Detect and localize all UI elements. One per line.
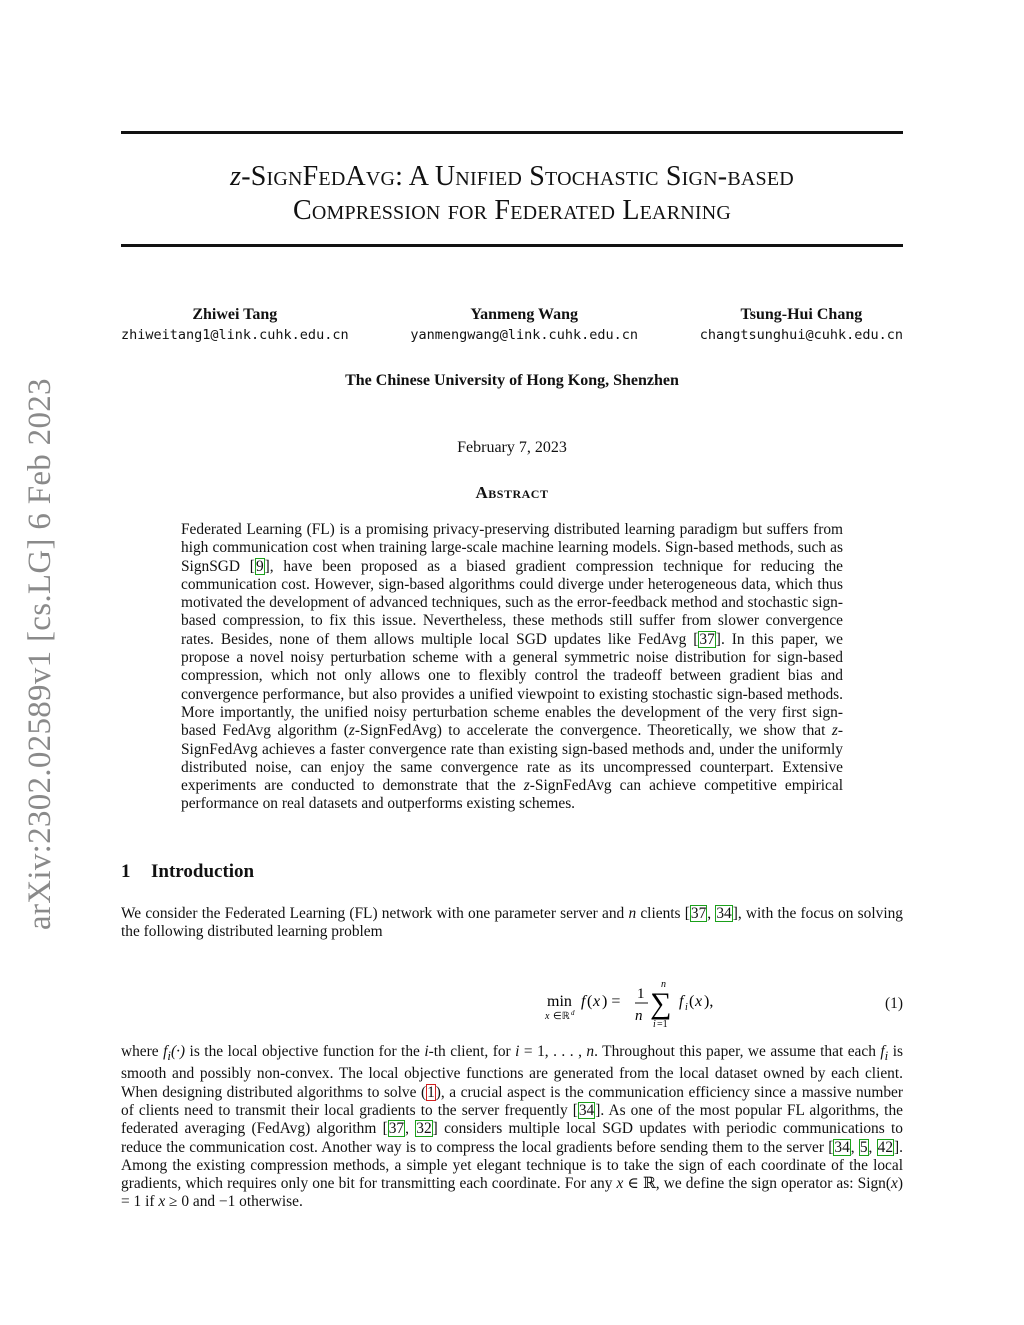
citation-link[interactable]: 34 xyxy=(578,1101,595,1119)
para-span: where xyxy=(121,1043,164,1060)
citation-link[interactable]: 5 xyxy=(859,1138,868,1156)
math-fi: $f_i$ xyxy=(880,1043,889,1064)
svg-text:i: i xyxy=(653,1019,656,1030)
math-fi-dot: $f_i(\cdot)$ xyxy=(163,1043,186,1064)
svg-text:f: f xyxy=(581,993,586,1010)
section-number: 1 xyxy=(121,861,131,882)
svg-text:1: 1 xyxy=(637,986,645,1002)
intro-paragraph-1 xyxy=(121,905,903,942)
svg-text:f: f xyxy=(679,993,684,1010)
math-z: z xyxy=(523,777,530,795)
para-span: ]. As one of the most popular FL algorithms, the federated averaging (FedAvg) algorithm [ xyxy=(121,1101,903,1138)
citation-link[interactable]: 34 xyxy=(834,1138,850,1156)
math-z: z xyxy=(831,722,838,740)
para-span: and −1 otherwise. xyxy=(189,1193,303,1211)
citation-link[interactable]: 9 xyxy=(255,557,264,575)
author-block xyxy=(410,305,638,345)
abstract-span: , have been proposed as a biased gradient compression technique for reducing the communication cost. However, sign-based algorithms could diverge under heterogeneous data, which thus motivated the development of advanced techniques, such as the error-feedback method and stochastic sign-based compression, to fix this issue. Nevertheless, these methods still suffer from slower convergence rates. Besides, none of them allows multiple local SGD updates like FedAvg xyxy=(181,557,843,648)
title-line-1-text: -SignFedAvg: A Unified Stochastic Sign-based xyxy=(241,161,794,192)
para-span: . Throughout this paper, we assume that each xyxy=(594,1043,881,1060)
author-name: Yanmeng Wang xyxy=(470,306,579,323)
section-title: Introduction xyxy=(151,861,255,882)
publication-date: February 7, 2023 xyxy=(457,439,567,456)
section-heading-introduction xyxy=(121,861,254,883)
svg-text:n: n xyxy=(635,1008,643,1024)
abstract-span: . In this paper, we propose a novel noisy perturbation scheme with a general symmetric noise distribution for sign-based compression, which not only allows one to flexibly control the tradeoff between gradient bias and convergence performance, but also provides a unified viewpoint to existing stochastic sign-based methods. More importantly, the unified noisy perturbation scheme enables the development of the very first sign-based FedAvg algorithm ( xyxy=(181,630,843,740)
svg-text:x: x xyxy=(545,1011,550,1022)
para-span: is the local objective function for the xyxy=(185,1043,425,1060)
author-email[interactable]: zhiweitang1@link.cuhk.edu.cn xyxy=(121,327,349,343)
math-z: z xyxy=(348,722,355,740)
title-line-1 xyxy=(121,160,903,194)
title-rule-top xyxy=(121,131,903,134)
svg-text:x: x xyxy=(593,993,601,1010)
author-block xyxy=(700,305,903,345)
svg-text:(: ( xyxy=(689,993,695,1010)
math-i: i xyxy=(424,1043,429,1060)
para-span: ) = 1 if xyxy=(121,1175,903,1211)
svg-text:i: i xyxy=(685,1002,688,1013)
paper-title xyxy=(121,160,903,228)
title-z: z xyxy=(230,161,242,192)
svg-text:),: ), xyxy=(704,993,714,1010)
para-span: is smooth and possibly non-convex. The local objective functions are generated from the local dataset owned by each client. When designing distributed algorithms to solve ( xyxy=(121,1043,903,1101)
affiliation: The Chinese University of Hong Kong, Shenzhen xyxy=(345,372,679,389)
para-span: ] considers multiple local SGD updates with periodic communications to reduce the communication cost. Another way is to compress the local gradients before sending them to the server [ xyxy=(121,1120,903,1156)
citation-link[interactable]: 42 xyxy=(877,1138,894,1156)
abstract-text: Federated Learning (FL) is a promising privacy-preserving distributed learning paradigm but suffers from high communication cost when training large-scale machine learning models. Sign-based methods, such as SignSGD [9], have been proposed as a biased gradient compression technique for reducing the communication cost. However, sign-based algorithms could diverge under heterogeneous data, which thus motivated the development of advanced techniques, such as the error-feedback method and stochastic sign-based compression, to fix this issue. Nevertheless, these methods still suffer from slower convergence rates. Besides, none of them allows multiple local SGD updates like FedAvg [37]. In this paper, we propose a novel noisy perturbation scheme with a general symmetric noise distribution for sign-based compression, which not only allows one to flexibly control the tradeoff between gradient bias and convergence performance, but also provides a unified viewpoint to existing stochastic sign-based methods. More importantly, the unified noisy perturbation scheme enables the development of the very first sign-based FedAvg algorithm (z-SignFedAvg) to accelerate the convergence. Theoretically, we show that z-SignFedAvg achieves a faster convergence rate than existing sign-based methods and, under the uniformly distributed noise, can enjoy the same convergence rate as its uncompressed counterpart. Extensive experiments are conducted to demonstrate that the z-SignFedAvg can achieve competitive empirical performance on real datasets and outperforms existing schemes. xyxy=(181,521,843,813)
citation-link[interactable]: 34 xyxy=(716,905,732,922)
author-list xyxy=(121,305,903,345)
para-span: We consider the Federated Learning (FL) network with one parameter server and xyxy=(121,905,629,922)
abstract-span: -SignFedAvg) to accelerate the convergence. Theoretically, we show that xyxy=(354,722,832,740)
para-span: ]. Among the existing compression methods, a simple yet elegant technique is to take the sign of each coordinate of the local gradients, which requires only one bit for transmitting each coordinate. For any xyxy=(121,1138,903,1193)
svg-text:∈ℝ: ∈ℝ xyxy=(553,1011,570,1022)
para-span: -th client, for xyxy=(428,1043,516,1060)
equation-number: (1) xyxy=(885,995,903,1012)
svg-text:min: min xyxy=(547,993,572,1010)
math-x: x xyxy=(891,1175,898,1193)
svg-text:) =: ) = xyxy=(602,993,621,1010)
arxiv-stamp: arXiv:2302.02589v1 [cs.LG] 6 Feb 2023 xyxy=(22,378,58,930)
math-n: n xyxy=(628,905,637,922)
citation-link[interactable]: 37 xyxy=(690,905,707,922)
citation-link[interactable]: 37 xyxy=(388,1120,405,1138)
para-span: clients [ xyxy=(636,905,690,922)
abstract-span: -SignFedAvg can achieve competitive empirical performance on real datasets and outperforms existing schemes. xyxy=(181,777,843,813)
abstract-span: Federated Learning (FL) is a promising privacy-preserving distributed learning paradigm but suffers from high communication cost when training large-scale machine learning models. Sign-based methods, such as SignSGD xyxy=(181,521,843,575)
svg-text:∑: ∑ xyxy=(650,987,672,1020)
math-i-range: i = 1, . . . , n xyxy=(515,1043,595,1060)
abstract-heading: Abstract xyxy=(475,483,549,502)
svg-text:n: n xyxy=(661,979,666,990)
svg-text:x: x xyxy=(695,993,703,1010)
author-block xyxy=(121,305,349,345)
para-span: ], with the focus on solving the following distributed learning problem xyxy=(121,905,903,941)
citation-link[interactable]: 37 xyxy=(699,630,715,648)
math-x-in-r: x ∈ ℝ xyxy=(616,1175,656,1193)
para-span: , we define the sign operator as: Sign( xyxy=(655,1175,891,1193)
svg-text:(: ( xyxy=(587,993,593,1010)
author-name: Tsung-Hui Chang xyxy=(740,306,863,323)
svg-text:d: d xyxy=(571,1009,575,1017)
para-span: ), a crucial aspect is the communication efficiency since a massive number of clients need to transmit their local gradients to the server frequently [ xyxy=(121,1083,903,1119)
title-rule-bottom xyxy=(121,244,903,247)
title-line-2: Compression for Federated Learning xyxy=(292,195,732,226)
equation-formula xyxy=(547,975,747,1035)
para-span: , xyxy=(707,905,716,922)
math-x-geq-0: x ≥ 0 xyxy=(158,1193,190,1211)
author-email[interactable]: yanmengwang@link.cuhk.edu.cn xyxy=(410,327,638,343)
equation-ref-link[interactable]: 1 xyxy=(427,1083,435,1101)
author-name: Zhiwei Tang xyxy=(192,306,278,323)
intro-paragraph-2: where $f_i(\cdot)$ is the local objective function for the i-th client, for i = 1, . . . , n. Throughout this paper, we assume that each $f_i$ is smooth and possibly non-convex. The local objective functions are generated from the local dataset owned by each client. When designing distributed algorithms to solve (1), a crucial aspect is the communication efficiency since a massive number of clients need to transmit their local gradients to the server frequently [34]. As one of the most popular FL algorithms, the federated averaging (FedAvg) algorithm [37, 32] considers multiple local SGD updates with periodic communications to reduce the communication cost. Another way is to compress the local gradients before sending them to the server [34, 5, 42]. Among the existing compression methods, a simple yet elegant technique is to take the sign of each coordinate of the local gradients, which requires only one bit for transmitting each coordinate. For any x ∈ ℝ, we define the sign operator as: Sign(x) = 1 if x ≥ 0 and −1 otherwise. xyxy=(121,1043,903,1211)
equation-1 xyxy=(121,975,903,1035)
citation-link[interactable]: 32 xyxy=(416,1120,432,1138)
author-email[interactable]: changtsunghui@cuhk.edu.cn xyxy=(699,327,903,343)
svg-text:=1: =1 xyxy=(657,1019,668,1030)
abstract-span: -SignFedAvg achieves a faster convergence rate than existing sign-based methods and, under the uniformly distributed noise, can enjoy the same convergence rate as its uncompressed counterpart. Extensive experiments are conducted to demonstrate that the xyxy=(181,722,843,795)
